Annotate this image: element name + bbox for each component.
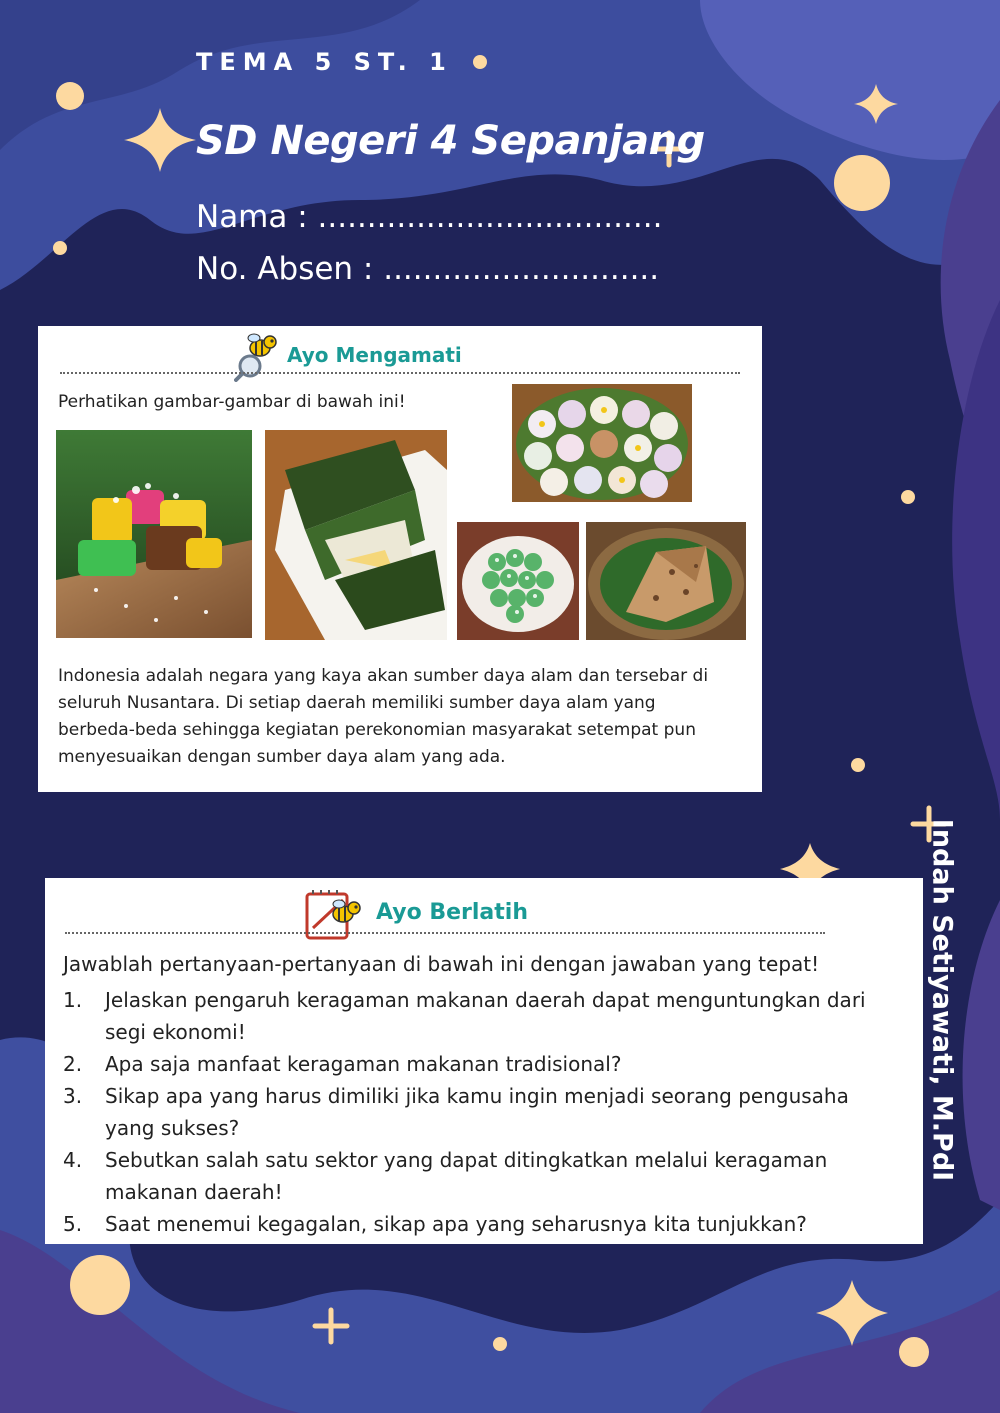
- observe-section-title: Ayo Mengamati: [287, 343, 462, 367]
- banana-leaf-kue-photo: [265, 430, 447, 640]
- question-text: Sikap apa yang harus dimiliki jika kamu ingin menjadi seorang pengusaha: [105, 1084, 849, 1108]
- dot-circle: [834, 155, 890, 211]
- dot-circle: [899, 1337, 929, 1367]
- question-number: 4.: [63, 1148, 83, 1172]
- paragraph-line: berbeda-beda sehingga kegiatan perekonomian masyarakat setempat pun: [58, 720, 696, 740]
- question-text: Apa saja manfaat keragaman makanan tradisional?: [105, 1052, 622, 1076]
- question-item: [63, 1080, 919, 1144]
- question-item: [63, 1048, 919, 1080]
- exercise-instruction: Jawablah pertanyaan-pertanyaan di bawah ini dengan jawaban yang tepat!: [63, 952, 820, 976]
- exercise-section-title: Ayo Berlatih: [376, 900, 529, 925]
- observe-card: [38, 326, 762, 792]
- observe-instruction: Perhatikan gambar-gambar di bawah ini!: [58, 392, 406, 412]
- bee-magnifier-icon: [234, 330, 280, 382]
- dot-circle: [473, 55, 487, 69]
- dot-circle: [851, 758, 865, 772]
- school-title: SD Negeri 4 Sepanjang: [196, 118, 705, 164]
- kue-tray-photo: [512, 384, 692, 502]
- section-divider: [65, 932, 825, 934]
- dot-circle: [493, 1337, 507, 1351]
- question-text: yang sukses?: [105, 1116, 240, 1140]
- question-item: [63, 1208, 919, 1240]
- klepon-photo: [457, 522, 579, 640]
- dot-circle: [56, 82, 84, 110]
- author-name: Indah Setiyawati, M.PdI: [926, 818, 958, 1182]
- question-item: [63, 1144, 919, 1208]
- question-number: 5.: [63, 1212, 83, 1236]
- name-field[interactable]: Nama : ...................................: [196, 199, 663, 235]
- dot-circle: [53, 241, 67, 255]
- question-item: [63, 984, 919, 1048]
- paragraph-line: Indonesia adalah negara yang kaya akan sumber daya alam dan tersebar di: [58, 666, 709, 686]
- exercise-card: [45, 878, 923, 1244]
- paragraph-line: menyesuaikan dengan sumber daya alam yang ada.: [58, 747, 506, 767]
- question-text: Jelaskan pengaruh keragaman makanan daerah dapat menguntungkan dari: [105, 988, 866, 1012]
- observe-paragraph: [58, 663, 758, 771]
- author-credit: [912, 818, 972, 1182]
- section-divider: [60, 372, 740, 374]
- tema-label: TEMA 5 ST. 1: [196, 48, 453, 76]
- pancake-leaf-photo: [586, 522, 746, 640]
- absen-field[interactable]: No. Absen : ............................: [196, 251, 660, 287]
- question-number: 3.: [63, 1084, 83, 1108]
- question-text: Saat menemui kegagalan, sikap apa yang seharusnya kita tunjukkan?: [105, 1212, 807, 1236]
- question-number: 1.: [63, 988, 83, 1012]
- question-text: makanan daerah!: [105, 1180, 283, 1204]
- dot-circle: [901, 490, 915, 504]
- question-list: [63, 984, 919, 1240]
- paragraph-line: seluruh Nusantara. Di setiap daerah memiliki sumber daya alam yang: [58, 693, 656, 713]
- dot-circle: [70, 1255, 130, 1315]
- question-text: segi ekonomi!: [105, 1020, 246, 1044]
- question-text: Sebutkan salah satu sektor yang dapat ditingkatkan melalui keragaman: [105, 1148, 828, 1172]
- colorful-kue-photo: [56, 430, 252, 638]
- question-number: 2.: [63, 1052, 83, 1076]
